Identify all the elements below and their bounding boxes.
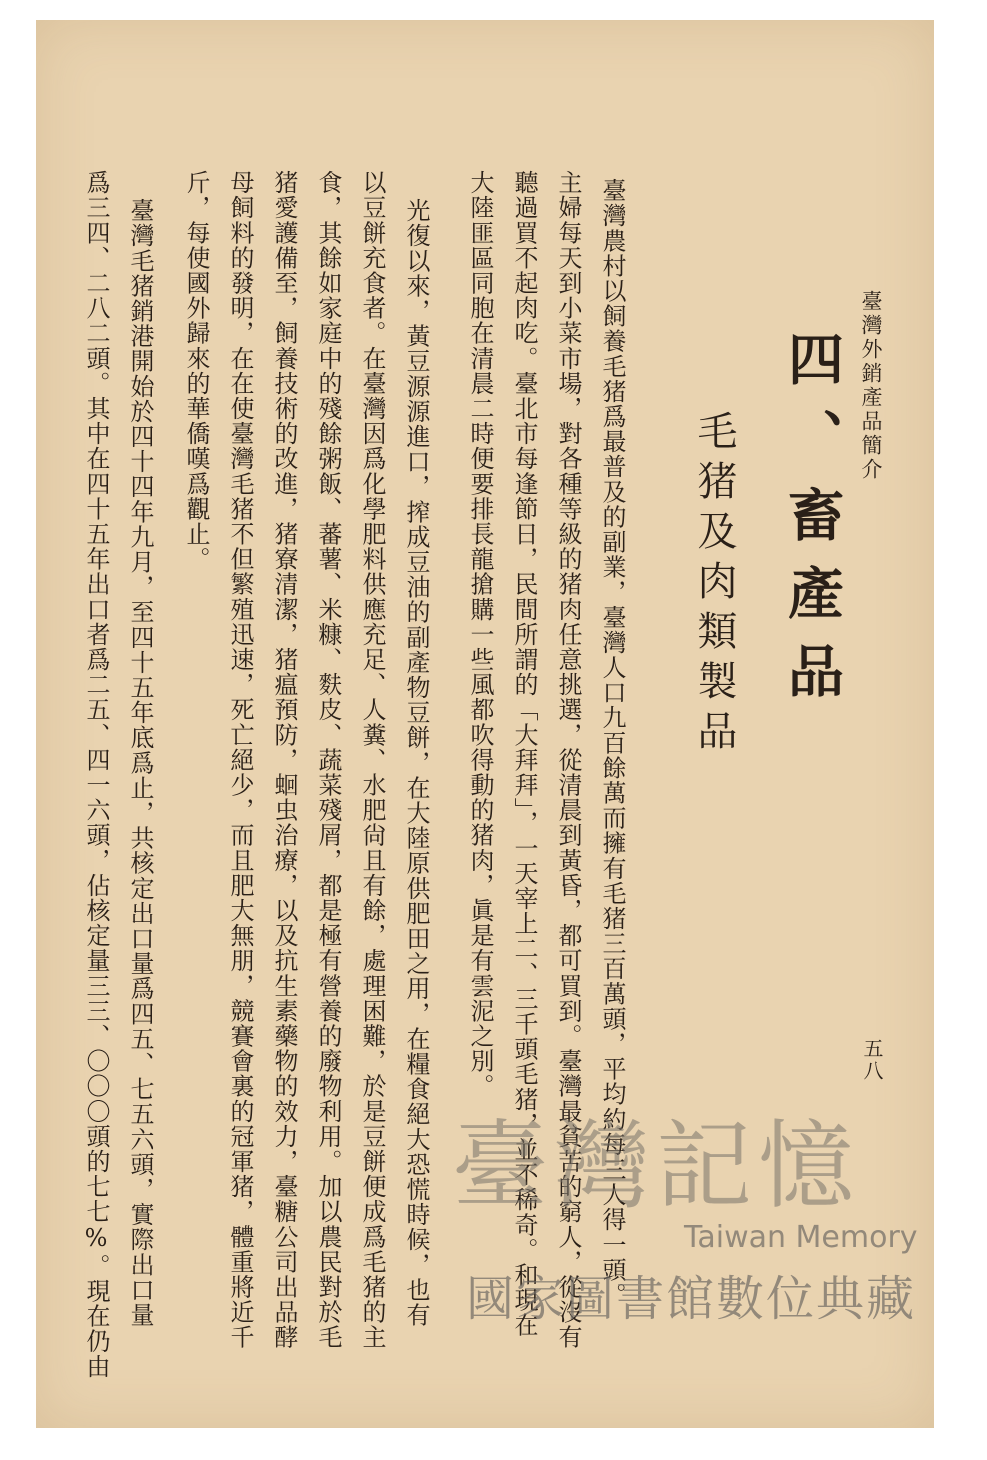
watermark-english: Taiwan Memory [684, 1220, 918, 1255]
text-column: 食，其餘如家庭中的殘餘粥飯、蕃薯、米糠、麩皮、蔬菜殘屑，都是極有營養的廢物利用。加以農民對於毛 [314, 170, 342, 1350]
text-column: 斤，每使國外歸來的華僑嘆爲觀止。 [182, 170, 210, 572]
text-column: 以豆餅充食者。在臺灣因爲化學肥料供應充足、人糞、水肥尙且有餘，處理困難，於是豆餅便成爲毛猪的主 [358, 170, 386, 1350]
page-number: 五八 [860, 1038, 884, 1082]
text-column: 臺灣毛猪銷港開始於四十四年九月，至四十五年底爲止，共核定出口量爲四五、七五六頭，實際出口量 [126, 198, 154, 1328]
text-column: 大陸匪區同胞在清晨二時便要排長龍搶購一些風都吹得動的猪肉，眞是有雲泥之別。 [466, 170, 494, 1099]
watermark-chinese: 國家圖書館數位典藏 [466, 1271, 917, 1327]
taiwan-memory-watermark [452, 1090, 922, 1340]
text-column: 母飼料的發明，在在使臺灣毛猪不但繁殖迅速，死亡絕少，而且肥大無朋，競賽會裏的冠軍猪，體重將近千 [226, 170, 254, 1350]
text-column: 猪愛護備至，飼養技術的改進，猪寮清潔，猪瘟預防，蛔虫治療，以及抗生素藥物的效力，臺糖公司出品酵 [270, 170, 298, 1350]
text-column: 聽過買不起肉吃。臺北市每逢節日，民間所謂的「大拜拜」，一天宰上二、三千頭毛猪，並不稀奇。和現在 [510, 170, 538, 1338]
subsection-title: 毛猪及肉類製品 [691, 410, 737, 760]
text-column: 爲三四、二八二頭。其中在四十五年出口者爲二五、四一六頭，佔核定量三三、〇〇〇頭的七七%。現在仍由 [82, 170, 110, 1379]
watermark-logo: 臺灣記憶 [452, 1110, 860, 1222]
text-column: 光復以來，黃豆源源進口，搾成豆油的副產物豆餅，在大陸原供肥田之用，在糧食絕大恐慌時候，也有 [402, 198, 430, 1328]
running-header: 臺灣外銷產品簡介 [859, 290, 883, 482]
text-column: 臺灣農村以飼養毛猪爲最普及的副業，臺灣人口九百餘萬而擁有毛猪三百萬頭，平均約每三人得一頭。 [598, 178, 626, 1308]
section-title: 四、畜產品 [779, 330, 845, 720]
text-column: 主婦每天到小菜市場，對各種等級的猪肉任意挑選，從清晨到黃昏，都可買到。臺灣最貧苦的窮人，從沒有 [554, 170, 582, 1350]
